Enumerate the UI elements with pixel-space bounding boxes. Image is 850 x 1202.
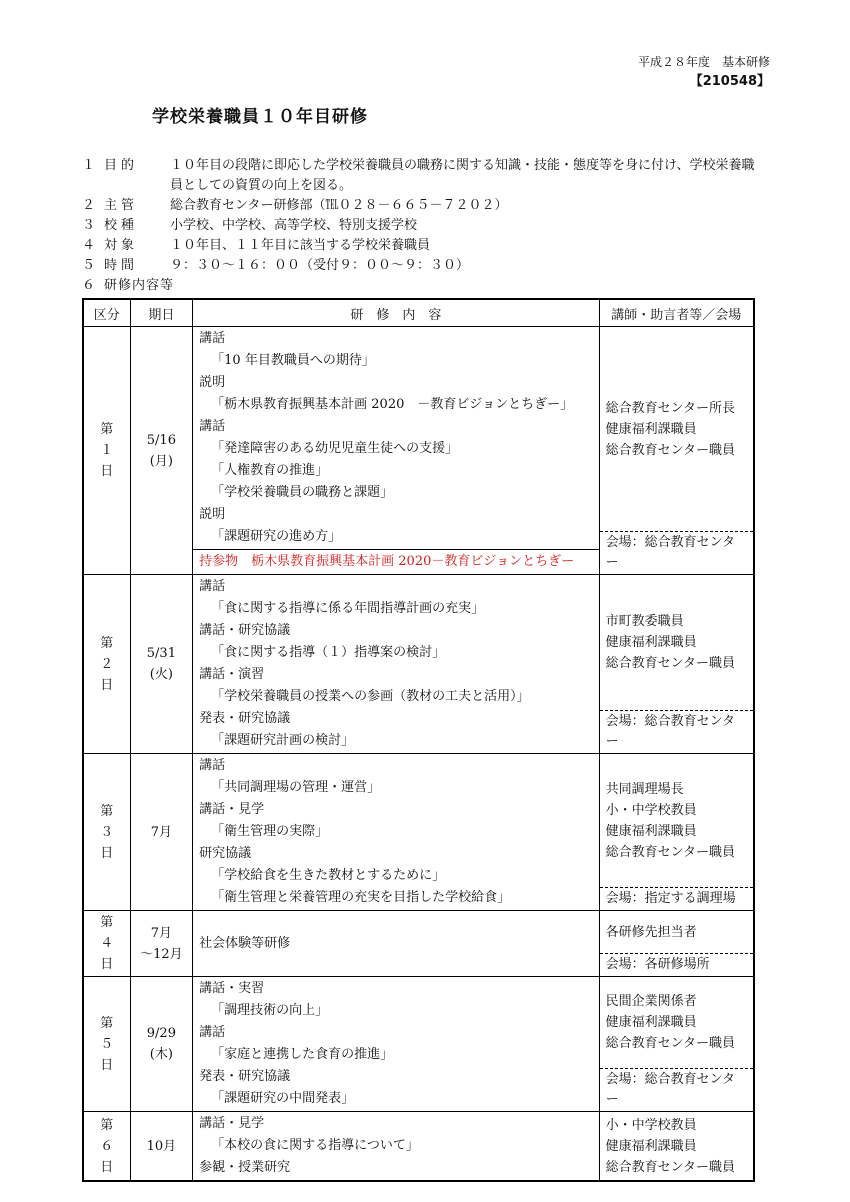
lecturer-name: 市町教委職員 [605, 614, 684, 629]
content-line: 「家庭と連携した食育の推進」 [211, 1047, 394, 1062]
day-kubun [83, 754, 130, 911]
content-line: 「学校給食を生きた教材とするために」 [211, 868, 446, 883]
content-line: 講話 [199, 331, 226, 346]
content-line: 講話・見学 [199, 802, 265, 817]
venue-label: 会場：各研修場所 [600, 953, 753, 976]
day-date [130, 911, 193, 977]
day-lecturers [599, 575, 754, 754]
lecturer-name: 小・中学校教員 [605, 1117, 697, 1133]
kubun-char: 日 [100, 464, 114, 479]
kubun-char: ５ [100, 1036, 114, 1052]
content-line: 「10 年目教職員への期待」 [211, 353, 375, 368]
day-kubun [83, 977, 130, 1112]
lecturer-name: 小・中学校教員 [605, 802, 697, 818]
kubun-char: 第 [100, 635, 114, 651]
day-content [193, 754, 599, 911]
lecturer-name: 総合教育センター職員 [605, 844, 736, 860]
lecturer-name: 民間企業関係者 [605, 994, 697, 1009]
lecturer-list [600, 575, 753, 710]
day-lecturers [599, 754, 754, 911]
lecturer-name: 各研修先担当者 [605, 924, 697, 940]
kubun-char: ４ [100, 936, 114, 951]
day-lecturers [599, 977, 754, 1112]
content-line: 「本校の食に関する指導について」 [211, 1138, 419, 1153]
lecturer-list [600, 327, 753, 531]
content-line: 「課題研究の進め方」 [211, 529, 342, 544]
lecturer-name: 健康福利課職員 [605, 635, 697, 650]
venue-label: 会場：指定する調理場 [600, 887, 753, 910]
kubun-char: 日 [100, 1057, 114, 1073]
date-line: 5/16 [146, 432, 176, 448]
item-organizer: ２ 主管 総合教育センター研修部（℡０２８－６６５－７２０２） [82, 198, 508, 213]
item-purpose: １ 目的 １０年目の段階に即応した学校栄養職員の職務に関する知識・技能・態度等を身に付け、学校栄養職 [82, 158, 755, 173]
kubun-char: 日 [100, 1159, 114, 1175]
overview-items [82, 156, 782, 296]
kubun-char: 日 [100, 845, 114, 861]
day-kubun [83, 327, 130, 575]
day-content [193, 911, 599, 977]
item-content-heading: ６ 研修内容等 [82, 278, 175, 293]
day-lecturers [599, 911, 754, 977]
content-line: 講話 [199, 758, 226, 773]
lecturer-list [600, 1112, 753, 1180]
kubun-char: 第 [100, 1117, 114, 1133]
table-header-row [83, 299, 754, 327]
content-line: 講話・研究協議 [199, 623, 291, 638]
date-line: 7月 [150, 824, 172, 840]
header-date: 期日 [130, 299, 193, 327]
content-line: 発表・研究協議 [199, 1069, 291, 1084]
date-line: 5/31 [146, 646, 176, 661]
date-line: 10月 [146, 1138, 177, 1154]
venue-label: 会場：総合教育センター [600, 710, 753, 753]
course-code: 【210548】 [689, 74, 770, 89]
content-line: 「共同調理場の管理・運営」 [211, 780, 381, 795]
content-line: 「人権教育の推進」 [211, 463, 329, 478]
content-line: 「食に関する指導（１）指導案の検討」 [211, 645, 446, 660]
header-content: 研 修 内 容 [193, 299, 599, 327]
lecturer-list [600, 911, 753, 953]
kubun-char: １ [100, 443, 114, 458]
lecturer-name: 総合教育センター所長 [605, 400, 736, 416]
content-line: 「調理技術の向上」 [211, 1003, 329, 1018]
content-line: 説明 [199, 375, 226, 390]
content-line: 「発達障害のある幼児児童生徒への支援」 [211, 441, 459, 456]
day-content [193, 575, 599, 754]
lecturer-name: 健康福利課職員 [605, 421, 697, 437]
date-line: (月) [149, 453, 173, 469]
content-line: 「栃木県教育振興基本計画 2020 －教育ビジョンとちぎー」 [211, 397, 574, 412]
item-purpose-cont: 員としての資質の向上を図る。 [170, 178, 353, 193]
date-line: (木) [149, 1047, 173, 1062]
lecturer-name: 共同調理場長 [605, 781, 684, 797]
content-line: 講話・実習 [199, 981, 265, 996]
content-line: 講話 [199, 1025, 226, 1040]
day-date [130, 1112, 193, 1182]
lecturer-list [600, 754, 753, 887]
day-kubun [83, 575, 130, 754]
day-lecturers [599, 327, 754, 575]
content-line: 「食に関する指導に係る年間指導計画の充実」 [211, 601, 485, 616]
content-line: 講話・見学 [199, 1116, 265, 1131]
day-kubun [83, 911, 130, 977]
venue-label: 会場：総合教育センター [600, 1068, 753, 1111]
day-kubun [83, 1112, 130, 1182]
content-line: 「衛生管理と栄養管理の充実を目指した学校給食」 [211, 890, 511, 905]
lecturer-name: 総合教育センター職員 [605, 442, 736, 458]
kubun-char: 日 [100, 677, 114, 693]
content-line: 発表・研究協議 [199, 711, 291, 726]
lecturer-name: 健康福利課職員 [605, 1138, 697, 1154]
day-date [130, 575, 193, 754]
content-line: 「学校栄養職員の授業への参画（教材の工夫と活用）」 [211, 689, 530, 704]
content-line: 「学校栄養職員の職務と課題」 [211, 485, 394, 500]
lecturer-name: 総合教育センター職員 [605, 1036, 736, 1051]
table-row [83, 977, 754, 1112]
fiscal-year-label: 平成２８年度 基本研修 [637, 55, 770, 69]
kubun-char: 日 [100, 957, 114, 972]
content-line: 研究協議 [199, 846, 252, 861]
header-kubun: 区分 [83, 299, 130, 327]
day-content [193, 327, 599, 550]
content-line: 「課題研究の中間発表」 [211, 1091, 355, 1106]
kubun-char: ３ [100, 824, 114, 840]
header-info [638, 52, 770, 92]
content-line: 講話 [199, 419, 226, 434]
date-line: 7月 [150, 925, 172, 941]
lecturer-name: 総合教育センター職員 [605, 656, 736, 671]
content-line: 「課題研究計画の検討」 [211, 733, 355, 748]
venue-label: 会場：総合教育センター [600, 531, 753, 574]
lecturer-list [600, 977, 753, 1068]
kubun-char: ６ [100, 1138, 114, 1154]
lecturer-name: 健康福利課職員 [605, 823, 697, 839]
kubun-char: 第 [100, 803, 114, 819]
content-line: 講話 [199, 579, 226, 594]
content-line: 社会体験等研修 [199, 935, 291, 951]
table-row [83, 1112, 754, 1182]
header-lecturer: 講師・助言者等／会場 [599, 299, 754, 327]
content-line: 参観・授業研究 [199, 1160, 291, 1175]
day-date [130, 977, 193, 1112]
lecturer-name: 健康福利課職員 [605, 1015, 697, 1030]
day-date [130, 754, 193, 911]
date-line: ～12月 [140, 946, 183, 962]
content-line: 講話・演習 [199, 667, 265, 682]
kubun-char: 第 [100, 1015, 114, 1031]
day-lecturers [599, 1112, 754, 1182]
content-line: 「衛生管理の実際」 [211, 824, 329, 839]
day-date [130, 327, 193, 575]
table-row [83, 911, 754, 977]
date-line: 9/29 [146, 1026, 176, 1041]
schedule-table [82, 298, 755, 1182]
table-row [83, 327, 754, 550]
item-time: ５ 時間 ９：３０～１６：００（受付９：００～９：３０） [82, 258, 470, 273]
kubun-char: 第 [100, 915, 114, 930]
day-content [193, 977, 599, 1112]
item-target: ４ 対象 １０年目、１１年目に該当する学校栄養職員 [82, 238, 431, 253]
day-content [193, 1112, 599, 1182]
date-line: (火) [149, 667, 173, 682]
kubun-char: 第 [100, 422, 114, 437]
materials-note: 持参物 栃木県教育振興基本計画 2020－教育ビジョンとちぎー [193, 550, 599, 575]
page-title: 学校栄養職員１０年目研修 [152, 107, 368, 127]
content-line: 説明 [199, 507, 226, 522]
table-row [83, 754, 754, 911]
kubun-char: ２ [100, 656, 114, 672]
item-school-types: ３ 校種 小学校、中学校、高等学校、特別支援学校 [82, 218, 418, 233]
lecturer-name: 総合教育センター職員 [605, 1159, 736, 1175]
table-row [83, 575, 754, 754]
